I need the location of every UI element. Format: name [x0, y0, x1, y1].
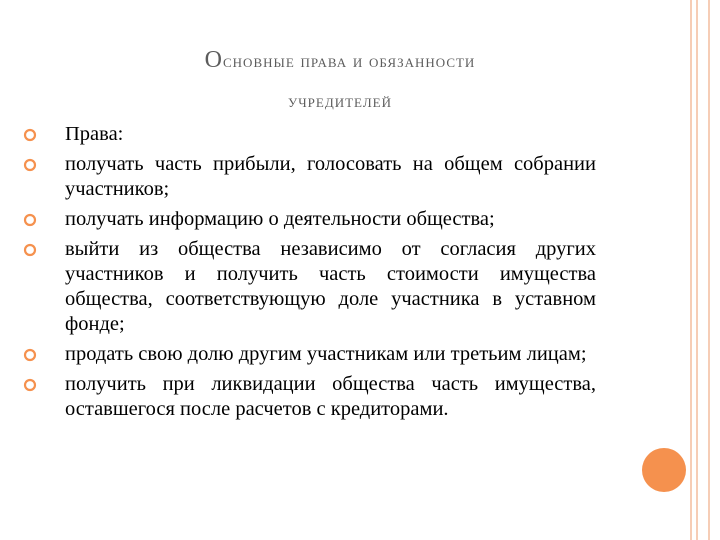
ring-bullet-icon	[20, 125, 40, 145]
list-item-text: Права:	[65, 123, 124, 145]
title-line-2: учредителей	[288, 91, 392, 112]
list-item	[20, 372, 596, 422]
list-item-text: получить при ликвидации общества часть имущества, оставшегося после расчетов с кредиторами.	[65, 373, 596, 420]
list-item-text: получать информацию о деятельности общества;	[65, 208, 495, 230]
list-item	[20, 122, 596, 147]
list-item-text: получать часть прибыли, голосовать на общем собрании участников;	[65, 153, 596, 200]
ring-bullet-icon	[20, 210, 40, 230]
list-item	[20, 237, 596, 337]
slide-title	[60, 40, 620, 122]
list-item-text: выйти из общества независимо от согласия других участников и получить часть стоимости имущества общества, соответствующую доле участника в уставном фонде;	[65, 238, 596, 335]
border-line	[690, 0, 692, 540]
ring-bullet-icon	[20, 375, 40, 395]
border-line	[708, 0, 710, 540]
bullet-list	[20, 122, 596, 427]
list-item-text: продать свою долю другим участникам или третьим лицам;	[65, 343, 587, 365]
orange-circle-decoration	[642, 448, 686, 492]
border-line	[696, 0, 698, 540]
list-item	[20, 152, 596, 202]
list-item	[20, 207, 596, 232]
ring-bullet-icon	[20, 345, 40, 365]
title-line-1: Основные права и обязанности	[204, 47, 476, 73]
ring-bullet-icon	[20, 155, 40, 175]
list-item	[20, 342, 596, 367]
ring-bullet-icon	[20, 240, 40, 260]
